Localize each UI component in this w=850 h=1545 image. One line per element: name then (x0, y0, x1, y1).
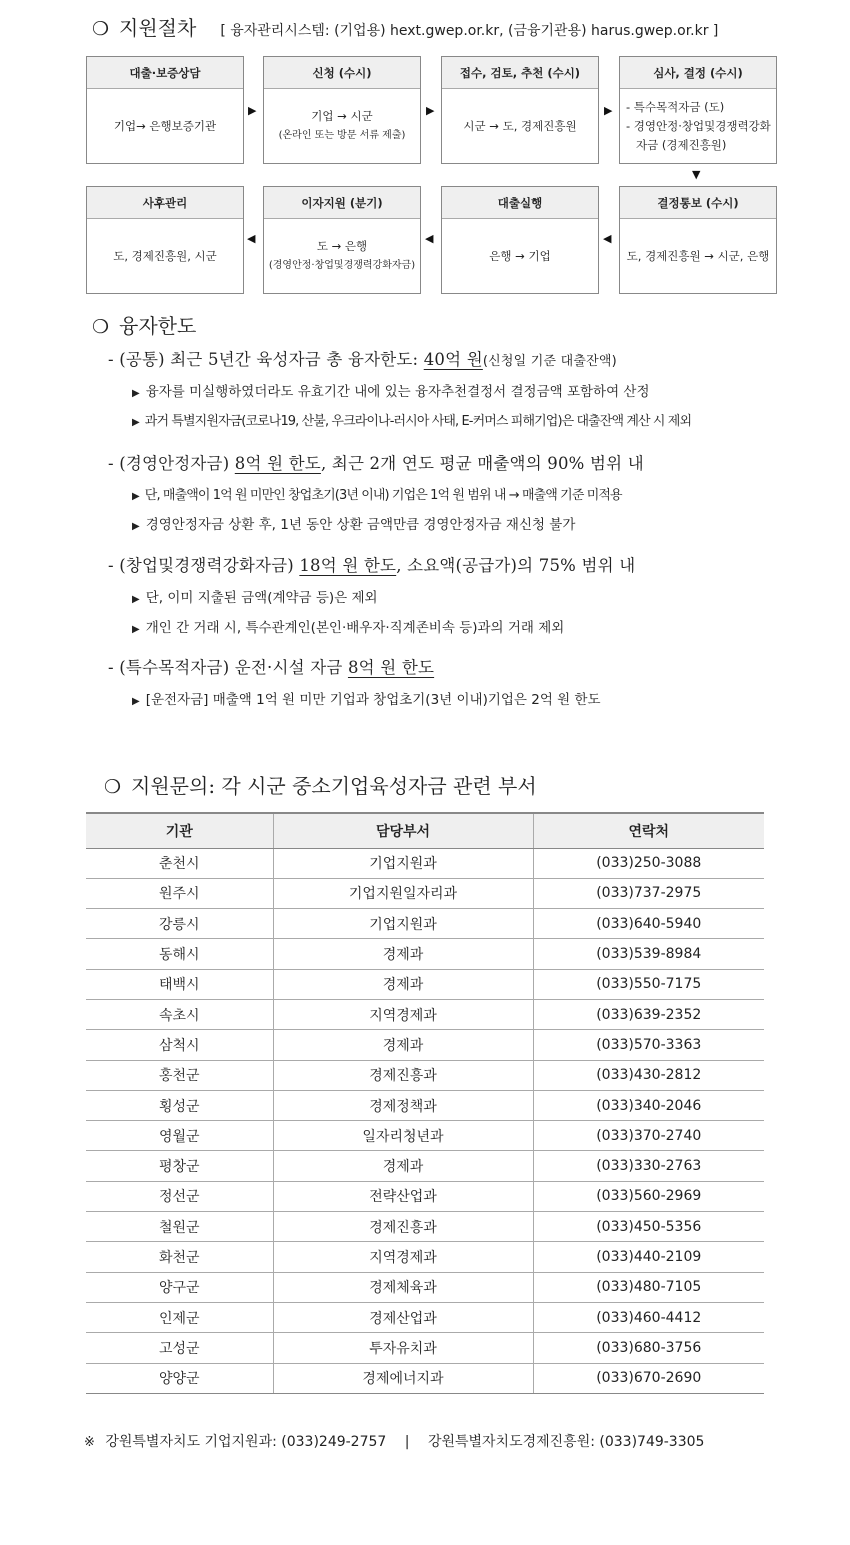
cell-department: 경제산업과 (273, 1302, 533, 1332)
cell-department: 경제에너지과 (273, 1363, 533, 1393)
cell-department: 전략산업과 (273, 1181, 533, 1211)
limit-item-main (108, 346, 768, 370)
cell-agency: 영월군 (86, 1121, 273, 1151)
cell-phone: (033)450-5356 (533, 1212, 764, 1242)
limit-sub-item (132, 616, 768, 636)
flow-step-row1-1 (263, 56, 421, 164)
cell-department: 기업지원과 (273, 848, 533, 878)
cell-phone: (033)570-3363 (533, 1030, 764, 1060)
flow-step-row1-3 (619, 56, 777, 164)
limit-underline: 40억 원 (423, 350, 483, 369)
flow-step-row2-2 (441, 186, 599, 294)
limit-tail: , 소요액(공급가)의 75% 범위 내 (396, 556, 636, 575)
cell-agency: 강릉시 (86, 909, 273, 939)
flow-arrow-down-icon: ▼ (692, 168, 701, 181)
flow-step-line: - 특수목적자금 (도) (626, 99, 725, 114)
table-row (86, 969, 764, 999)
flow-step-line: - 경영안정·창업및경쟁력강화 (626, 118, 771, 133)
cell-phone: (033)737-2975 (533, 878, 764, 908)
cell-department: 기업지원일자리과 (273, 878, 533, 908)
limit-sub-text: [운전자금] 매출액 1억 원 미만 기업과 창업초기(3년 이내)기업은 2억 원 한도 (145, 692, 601, 708)
cell-department: 투자유치과 (273, 1333, 533, 1363)
flow-step-line: (경영안정·창업및경쟁력강화자금) (268, 260, 416, 271)
triangle-bullet-icon: ▶ (132, 624, 140, 635)
flow-step-line: 시군 → 도, 경제진흥원 (463, 118, 577, 133)
flow-step-header: 이자지원 (분기) (264, 187, 420, 219)
cell-agency: 동해시 (86, 939, 273, 969)
cell-department: 경제과 (273, 939, 533, 969)
footer-contacts (84, 1431, 704, 1451)
section-bullet: ❍ (92, 316, 110, 338)
table-row (86, 1333, 764, 1363)
limit-item (108, 654, 768, 708)
limit-item (108, 346, 768, 429)
flow-step-body (620, 89, 776, 163)
flow-step-line: 도, 경제진흥원 → 시군, 은행 (626, 248, 770, 263)
cell-phone: (033)680-3756 (533, 1333, 764, 1363)
cell-phone: (033)560-2969 (533, 1181, 764, 1211)
cell-department: 경제체육과 (273, 1272, 533, 1302)
cell-phone: (033)340-2046 (533, 1090, 764, 1120)
limit-sub-text: 과거 특별지원자금(코로나19, 산불, 우크라이나-러시아 사태, E-커머스 피해기업)은 대출잔액 계산 시 제외 (144, 414, 692, 429)
cell-agency: 춘천시 (86, 848, 273, 878)
table-row (86, 1121, 764, 1151)
cell-department: 경제과 (273, 1030, 533, 1060)
footer-left-contact: 강원특별자치도 기업지원과: (033)249-2757 (105, 1434, 387, 1450)
limit-item-main (108, 450, 768, 474)
triangle-bullet-icon: ▶ (132, 696, 140, 707)
cell-phone: (033)640-5940 (533, 909, 764, 939)
inquiry-heading (104, 770, 537, 799)
footer-separator: | (404, 1434, 410, 1450)
triangle-bullet-icon: ▶ (132, 417, 139, 428)
table-row (86, 1212, 764, 1242)
cell-department: 경제진흥과 (273, 1212, 533, 1242)
procedure-title: 지원절차 (119, 16, 197, 40)
table-row (86, 1272, 764, 1302)
table-row (86, 939, 764, 969)
flow-step-line: 기업→ 은행보증기관 (113, 118, 217, 133)
limit-underline: 18억 원 한도 (299, 556, 397, 575)
cell-phone: (033)430-2812 (533, 1060, 764, 1090)
cell-phone: (033)370-2740 (533, 1121, 764, 1151)
flow-arrow-left-icon: ◀ (603, 232, 612, 245)
cell-department: 일자리청년과 (273, 1121, 533, 1151)
table-header-row (86, 813, 764, 848)
table-row (86, 1151, 764, 1181)
flow-step-header: 사후관리 (87, 187, 243, 219)
cell-phone: (033)460-4412 (533, 1302, 764, 1332)
cell-phone: (033)670-2690 (533, 1363, 764, 1393)
flow-step-row2-3 (619, 186, 777, 294)
cell-department: 지역경제과 (273, 1242, 533, 1272)
cell-agency: 인제군 (86, 1302, 273, 1332)
limit-lead: - (특수목적자금) 운전·시설 자금 (108, 658, 348, 677)
note-mark: ※ (84, 1435, 95, 1450)
table-row (86, 848, 764, 878)
flow-step-line: 은행 → 기업 (489, 248, 551, 263)
cell-agency: 고성군 (86, 1333, 273, 1363)
cell-agency: 횡성군 (86, 1090, 273, 1120)
cell-department: 지역경제과 (273, 999, 533, 1029)
cell-phone: (033)639-2352 (533, 999, 764, 1029)
flow-step-body (442, 89, 598, 163)
cell-agency: 정선군 (86, 1181, 273, 1211)
limit-sub-text: 단, 이미 지출된 금액(계약금 등)은 제외 (145, 590, 378, 606)
cell-agency: 양양군 (86, 1363, 273, 1393)
limit-item-main (108, 654, 768, 678)
table-row (86, 1181, 764, 1211)
limit-sub-text: 개인 간 거래 시, 특수관계인(본인·배우자·직계존비속 등)과의 거래 제외 (145, 620, 565, 636)
flow-step-line: 도 → 은행 (316, 239, 368, 253)
flow-step-line: 도, 경제진흥원, 시군 (113, 248, 217, 263)
flow-step-header: 결정통보 (수시) (620, 187, 776, 219)
cell-department: 기업지원과 (273, 909, 533, 939)
limit-sub-item (132, 410, 768, 429)
flow-step-body (87, 219, 243, 293)
procedure-heading (92, 12, 718, 41)
flow-step-header: 대출·보증상담 (87, 57, 243, 89)
table-row (86, 909, 764, 939)
limit-lead: - (공통) 최근 5년간 육성자금 총 융자한도: (108, 350, 424, 369)
limit-sub-text: 융자를 미실행하였더라도 유효기간 내에 있는 융자추천결정서 결정금액 포함하여 산정 (145, 384, 650, 400)
flow-step-row1-2 (441, 56, 599, 164)
table-row (86, 1090, 764, 1120)
limit-small: (신청일 기준 대출잔액) (482, 354, 617, 369)
flow-step-line: 기업 → 시군 (311, 109, 373, 123)
flow-arrow-right-icon: ▶ (248, 104, 257, 117)
triangle-bullet-icon: ▶ (132, 594, 140, 605)
table-row (86, 1302, 764, 1332)
cell-phone: (033)539-8984 (533, 939, 764, 969)
contacts-table (86, 812, 764, 1394)
flow-arrow-right-icon: ▶ (426, 104, 435, 117)
loan-system-note: [ 융자관리시스템: (기업용) hext.gwep.or.kr, (금융기관용) harus.gwep.or.kr ] (220, 23, 719, 39)
flow-arrow-right-icon: ▶ (604, 104, 613, 117)
flow-step-body (442, 219, 598, 293)
flow-step-body (264, 219, 420, 293)
limit-item (108, 450, 768, 533)
table-row (86, 1030, 764, 1060)
flow-step-row1-0 (86, 56, 244, 164)
triangle-bullet-icon: ▶ (132, 388, 140, 399)
cell-agency: 원주시 (86, 878, 273, 908)
limit-sub-text: 경영안정자금 상환 후, 1년 동안 상환 금액만큼 경영안정자금 재신청 불가 (145, 517, 576, 533)
column-header-contact: 연락처 (533, 813, 764, 848)
limit-item-main (108, 552, 768, 576)
flow-step-line: 자금 (경제진흥원) (636, 137, 727, 152)
cell-phone: (033)480-7105 (533, 1272, 764, 1302)
limit-sub-item (132, 586, 768, 606)
limit-underline: 8억 원 한도 (234, 454, 321, 473)
flow-step-body (620, 219, 776, 293)
section-bullet: ❍ (92, 18, 110, 40)
triangle-bullet-icon: ▶ (132, 491, 139, 502)
table-row (86, 1363, 764, 1393)
flow-step-line: (온라인 또는 방문 서류 제출) (278, 130, 406, 141)
limit-sub-text: 단, 매출액이 1억 원 미만인 창업초기(3년 이내) 기업은 1억 원 범위 내 → 매출액 기준 미적용 (144, 488, 622, 503)
cell-agency: 속초시 (86, 999, 273, 1029)
flow-arrow-left-icon: ◀ (247, 232, 256, 245)
limit-sub-item (132, 688, 768, 708)
cell-department: 경제정책과 (273, 1090, 533, 1120)
flow-step-header: 대출실행 (442, 187, 598, 219)
limit-tail: , 최근 2개 연도 평균 매출액의 90% 범위 내 (320, 454, 644, 473)
inquiry-title: 지원문의: 각 시군 중소기업육성자금 관련 부서 (131, 774, 537, 798)
section-bullet: ❍ (104, 776, 122, 798)
flow-step-header: 접수, 검토, 추천 (수시) (442, 57, 598, 89)
cell-department: 경제과 (273, 1151, 533, 1181)
limit-lead: - (경영안정자금) (108, 454, 235, 473)
triangle-bullet-icon: ▶ (132, 521, 140, 532)
limit-sub-item (132, 513, 768, 533)
limit-sub-item (132, 484, 768, 503)
flow-step-header: 신청 (수시) (264, 57, 420, 89)
footer-right-contact: 강원특별자치도경제진흥원: (033)749-3305 (427, 1434, 705, 1450)
cell-department: 경제진흥과 (273, 1060, 533, 1090)
column-header-department: 담당부서 (273, 813, 533, 848)
limits-heading (92, 310, 196, 339)
limit-sub-item (132, 380, 768, 400)
cell-phone: (033)550-7175 (533, 969, 764, 999)
flow-step-header: 심사, 결정 (수시) (620, 57, 776, 89)
flow-arrow-left-icon: ◀ (425, 232, 434, 245)
cell-agency: 철원군 (86, 1212, 273, 1242)
limit-lead: - (창업및경쟁력강화자금) (108, 556, 300, 575)
cell-agency: 삼척시 (86, 1030, 273, 1060)
cell-agency: 양구군 (86, 1272, 273, 1302)
table-row (86, 878, 764, 908)
cell-department: 경제과 (273, 969, 533, 999)
flow-step-body (87, 89, 243, 163)
column-header-agency: 기관 (86, 813, 273, 848)
limit-underline: 8억 원 한도 (347, 658, 435, 677)
flow-step-body (264, 89, 420, 163)
flow-step-row2-0 (86, 186, 244, 294)
flow-step-row2-1 (263, 186, 421, 294)
cell-agency: 태백시 (86, 969, 273, 999)
table-row (86, 999, 764, 1029)
table-row (86, 1242, 764, 1272)
cell-phone: (033)440-2109 (533, 1242, 764, 1272)
limits-title: 융자한도 (119, 314, 197, 338)
cell-agency: 화천군 (86, 1242, 273, 1272)
cell-phone: (033)250-3088 (533, 848, 764, 878)
limit-item (108, 552, 768, 636)
cell-agency: 평창군 (86, 1151, 273, 1181)
cell-phone: (033)330-2763 (533, 1151, 764, 1181)
table-row (86, 1060, 764, 1090)
cell-agency: 홍천군 (86, 1060, 273, 1090)
